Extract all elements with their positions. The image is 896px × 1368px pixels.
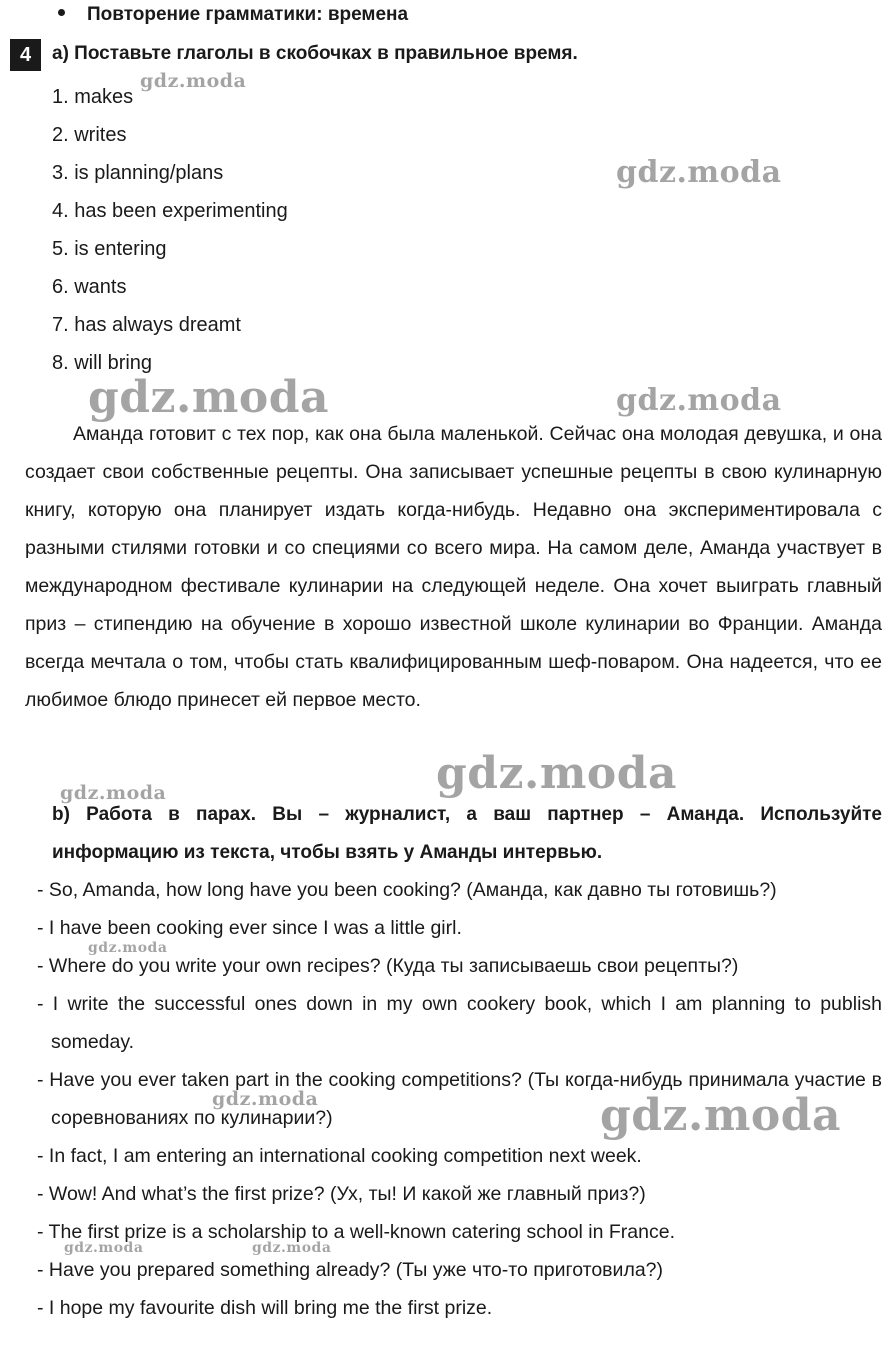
answer-item: 1. makes <box>52 86 134 108</box>
dialog-line: - So, Amanda, how long have you been cooking? (Аманда, как давно ты готовишь?) <box>37 879 777 901</box>
answer-item: 8. will bring <box>52 352 153 374</box>
watermark: gdz.moda <box>252 1240 332 1256</box>
answer-item: 3. is planning/plans <box>52 162 224 184</box>
watermark: gdz.moda <box>140 70 247 92</box>
answer-item: 6. wants <box>52 276 127 298</box>
watermark: gdz.moda <box>616 383 782 418</box>
watermark: gdz.moda <box>616 155 782 190</box>
answers-list <box>52 78 288 382</box>
dialog-line: - I hope my favourite dish will bring me the first prize. <box>37 1297 493 1319</box>
dialog-line: - The first prize is a scholarship to a well-known catering school in France. <box>37 1221 675 1243</box>
translation-paragraph: Аманда готовит с тех пор, как она была маленькой. Сейчас она молодая девушка, и она создает свои собственные рецепты. Она записывает успешные рецепты в свою кулинарную книгу, которую она планирует издать когда-нибудь. Недавно она экспериментировала с разными стилями готовки и со специями со всего мира. На самом деле, Аманда участвует в международном фестивале кулинарии на следующей неделе. Она хочет выиграть главный приз – стипендию на обучение в хорошо известной школе кулинарии во Франции. Аманда всегда мечтала о том, чтобы стать квалифицированным шеф-поваром. Она надеется, что ее любимое блюдо принесет ей первое место. <box>25 423 882 711</box>
task-a-heading: a) Поставьте глаголы в скобочках в правильное время. <box>52 43 578 64</box>
section-heading <box>58 4 408 26</box>
exercise-number-badge: 4 <box>10 39 41 71</box>
answer-item: 5. is entering <box>52 238 167 260</box>
watermark: gdz.moda <box>212 1088 319 1110</box>
section-heading-text: Повторение грамматики: времена <box>87 4 409 25</box>
watermark: gdz.moda <box>88 372 330 423</box>
answer-item: 7. has always dreamt <box>52 314 241 336</box>
watermark: gdz.moda <box>60 782 167 804</box>
bullet-icon <box>58 9 65 16</box>
dialog-line: - Have you ever taken part in the cooking competitions? (Ты когда-нибудь принимала участие в соревнованиях по кулинарии?) <box>37 1069 882 1129</box>
dialog-line: - Where do you write your own recipes? (Куда ты записываешь свои рецепты?) <box>37 955 739 977</box>
watermark: gdz.moda <box>64 1240 144 1256</box>
answer-item: 4. has been experimenting <box>52 200 288 222</box>
answer-item: 2. writes <box>52 124 127 146</box>
watermark: gdz.moda <box>600 1090 842 1141</box>
dialog-line: - Have you prepared something already? (Ты уже что-то приготовила?) <box>37 1259 663 1281</box>
dialog-line: - Wow! And what’s the first prize? (Ух, ты! И какой же главный приз?) <box>37 1183 646 1205</box>
task-b-heading: b) Работа в парах. Вы – журналист, а ваш партнер – Аманда. Используйте информацию из текста, чтобы взять у Аманды интервью. <box>52 804 882 863</box>
watermark: gdz.moda <box>88 940 168 956</box>
dialog-line: - I have been cooking ever since I was a little girl. <box>37 917 462 939</box>
dialog-line: - I write the successful ones down in my own cookery book, which I am planning to publish someday. <box>37 993 882 1053</box>
dialog-line: - In fact, I am entering an international cooking competition next week. <box>37 1145 642 1167</box>
watermark: gdz.moda <box>436 748 678 799</box>
